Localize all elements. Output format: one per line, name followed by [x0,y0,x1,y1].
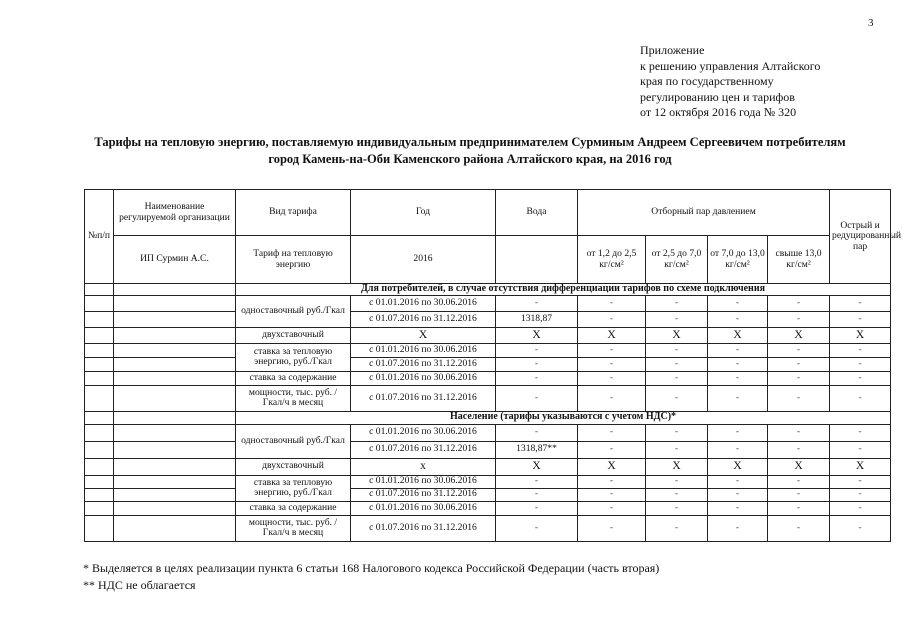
x-cell: X [768,458,830,475]
value-cell: - [708,295,768,311]
value-cell: - [768,295,830,311]
empty-cell [85,327,114,343]
water-empty [496,236,578,284]
header-pressure-1: от 1,2 до 2,5 кг/см² [578,236,646,284]
value-cell: - [496,295,578,311]
period: с 01.01.2016 по 30.06.2016 [351,424,496,441]
empty-cell [114,515,236,541]
table-row [85,385,891,411]
value-cell: - [768,357,830,371]
appendix-line: Приложение [640,43,705,57]
table-row [85,295,891,311]
section-row [85,411,891,424]
x-cell: X [708,458,768,475]
value-cell: - [646,475,708,488]
value-cell: - [646,515,708,541]
empty-cell [85,371,114,385]
value-cell: - [646,371,708,385]
period: с 01.01.2016 по 30.06.2016 [351,501,496,515]
value-cell: - [830,371,891,385]
footnote-1: * Выделяется в целях реализации пункта 6 статьи 168 Налогового кодекса Российской Федерации (часть вторая) [83,561,660,575]
value-cell: - [830,475,891,488]
empty-cell [85,357,114,371]
value-cell: - [830,295,891,311]
value-cell: - [578,475,646,488]
value-cell: - [708,357,768,371]
label-power-rate: ставка за содержание [236,501,351,515]
period: с 01.07.2016 по 31.12.2016 [351,357,496,371]
empty-cell [114,441,236,458]
empty-cell [114,475,236,488]
header-sharp-steam: Острый и редуцированный пар [830,190,891,284]
value-cell: - [768,441,830,458]
table-row [85,424,891,441]
label-power-rate: ставка за содержание [236,371,351,385]
value-cell: - [578,515,646,541]
table-row [85,458,891,475]
period: с 01.01.2016 по 30.06.2016 [351,475,496,488]
value-cell: - [830,343,891,357]
value-cell: - [578,295,646,311]
value-cell: - [768,501,830,515]
empty-cell [114,311,236,327]
value-cell: - [578,501,646,515]
table-row [85,515,891,541]
x-cell: X [646,327,708,343]
empty-cell [114,357,236,371]
period: с 01.07.2016 по 31.12.2016 [351,488,496,501]
value-cell: - [830,515,891,541]
period: с 01.01.2016 по 30.06.2016 [351,295,496,311]
empty-cell [85,385,114,411]
section-row [85,284,891,296]
value-cell: - [496,357,578,371]
value-cell: - [496,501,578,515]
header-row [85,190,891,236]
value-cell: - [578,371,646,385]
value-cell: - [496,515,578,541]
header-num: №п/п [85,190,114,284]
value-cell: - [646,343,708,357]
x-cell: X [578,458,646,475]
table-row [85,311,891,327]
header-water: Вода [496,190,578,236]
value-cell: - [578,424,646,441]
value-cell: - [768,424,830,441]
empty-cell [85,441,114,458]
value-cell: - [708,385,768,411]
table-row [85,327,891,343]
value-cell: - [646,311,708,327]
value-cell: - [646,424,708,441]
empty-cell [85,284,114,296]
x-cell: X [830,327,891,343]
value-cell: - [768,311,830,327]
empty-cell [114,488,236,501]
value-cell: - [646,488,708,501]
empty-cell [114,458,236,475]
value-cell: - [578,343,646,357]
header-steam: Отборный пар давлением [578,190,830,236]
footnotes [83,560,659,594]
org-row [85,236,891,284]
value-cell: - [768,515,830,541]
page-number: 3 [868,17,874,29]
value-cell: - [830,488,891,501]
appendix-note [640,43,820,121]
table-row [85,488,891,501]
footnote-2: ** НДС не облагается [83,578,196,592]
x-cell: X [708,327,768,343]
empty-cell [114,411,236,424]
table-row [85,371,891,385]
value-cell: - [830,441,891,458]
label-double: двухставочный [236,327,351,343]
section-1-title: Для потребителей, в случае отсутствия дифференциации тарифов по схеме подключения [236,284,891,296]
value-cell: - [768,371,830,385]
empty-cell [85,295,114,311]
empty-cell [85,311,114,327]
tariff-year: 2016 [351,236,496,284]
empty-cell [85,475,114,488]
table-row [85,357,891,371]
header-pressure-4: свыше 13,0 кг/см² [768,236,830,284]
label-power-rate-units: мощности, тыс. руб. /Гкал/ч в месяц [236,515,351,541]
empty-cell [85,458,114,475]
value-cell: - [646,441,708,458]
value-cell: - [496,343,578,357]
value-cell: - [708,343,768,357]
value-cell: - [578,488,646,501]
value-cell: - [496,424,578,441]
empty-cell [85,424,114,441]
empty-cell [114,371,236,385]
value-cell: - [708,424,768,441]
value-cell: - [708,371,768,385]
value-cell: - [708,501,768,515]
value-cell: - [646,501,708,515]
section-2-title: Население (тарифы указываются с учетом НДС)* [236,411,891,424]
empty-cell [85,501,114,515]
x-cell: X [351,327,496,343]
table-row [85,343,891,357]
value-cell: - [830,385,891,411]
value-cell: - [708,488,768,501]
x-cell: X [646,458,708,475]
table-row [85,501,891,515]
appendix-line: края по государственному [640,74,774,89]
empty-cell [85,515,114,541]
x-cell: X [578,327,646,343]
empty-cell [114,343,236,357]
value-cell: - [646,357,708,371]
tariff-kind: Тариф на тепловую энергию [236,236,351,284]
x-cell: X [768,327,830,343]
value-cell: - [830,501,891,515]
value-cell: - [646,385,708,411]
period: с 01.07.2016 по 31.12.2016 [351,385,496,411]
x-cell: x [351,458,496,475]
value-cell: - [830,357,891,371]
title-line-2: город Камень-на-Оби Каменского района Алтайского края, на 2016 год [268,152,672,166]
header-pressure-2: от 2,5 до 7,0 кг/см² [646,236,708,284]
empty-cell [114,385,236,411]
value-cell: - [830,311,891,327]
value-cell: - [578,441,646,458]
tariff-table [84,189,902,542]
appendix-line: от 12 октября 2016 года № 320 [640,105,797,120]
period: с 01.01.2016 по 30.06.2016 [351,343,496,357]
header-org: Наименование регулируемой организации [114,190,236,236]
empty-cell [114,327,236,343]
value-cell: - [708,515,768,541]
empty-cell [114,295,236,311]
value-cell: - [768,343,830,357]
label-heat-rate: ставка за тепловую энергию, руб./Гкал [236,475,351,501]
value-cell: - [578,385,646,411]
empty-cell [85,488,114,501]
value-cell: - [496,488,578,501]
header-type: Вид тарифа [236,190,351,236]
appendix-line: к решению управления Алтайского [640,58,821,73]
title-line-1: Тарифы на тепловую энергию, поставляемую индивидуальным предпринимателем Сурминым Андреем Сергеевичем потребителям [94,135,846,149]
value-cell: - [496,475,578,488]
value-cell: - [578,357,646,371]
org-name: ИП Сурмин А.С. [114,236,236,284]
empty-cell [85,343,114,357]
period: с 01.07.2016 по 31.12.2016 [351,441,496,458]
header-pressure-3: от 7,0 до 13,0 кг/см² [708,236,768,284]
value-cell: - [646,295,708,311]
value-cell: - [768,385,830,411]
period: с 01.01.2016 по 30.06.2016 [351,371,496,385]
label-single: одноставочный руб./Гкал [236,295,351,327]
document-title [40,134,900,168]
label-double: двухставочный [236,458,351,475]
header-year: Год [351,190,496,236]
empty-cell [85,411,114,424]
water-value: 1318,87 [496,311,578,327]
empty-cell [114,501,236,515]
value-cell: - [708,311,768,327]
x-cell: X [830,458,891,475]
appendix-line: регулированию цен и тарифов [640,89,795,104]
value-cell: - [496,371,578,385]
value-cell: - [708,441,768,458]
table-row [85,475,891,488]
value-cell: - [830,424,891,441]
empty-cell [114,424,236,441]
value-cell: - [708,475,768,488]
empty-cell [114,284,236,296]
period: с 01.07.2016 по 31.12.2016 [351,515,496,541]
x-cell: X [496,327,578,343]
label-single: одноставочный руб./Гкал [236,424,351,458]
label-heat-rate: ставка за тепловую энергию, руб./Гкал [236,343,351,371]
value-cell: - [496,385,578,411]
table-row [85,441,891,458]
label-power-rate-units: мощности, тыс. руб. /Гкал/ч в месяц [236,385,351,411]
value-cell: - [578,311,646,327]
period: с 01.07.2016 по 31.12.2016 [351,311,496,327]
water-value: 1318,87** [496,441,578,458]
value-cell: - [768,488,830,501]
value-cell: - [768,475,830,488]
x-cell: X [496,458,578,475]
